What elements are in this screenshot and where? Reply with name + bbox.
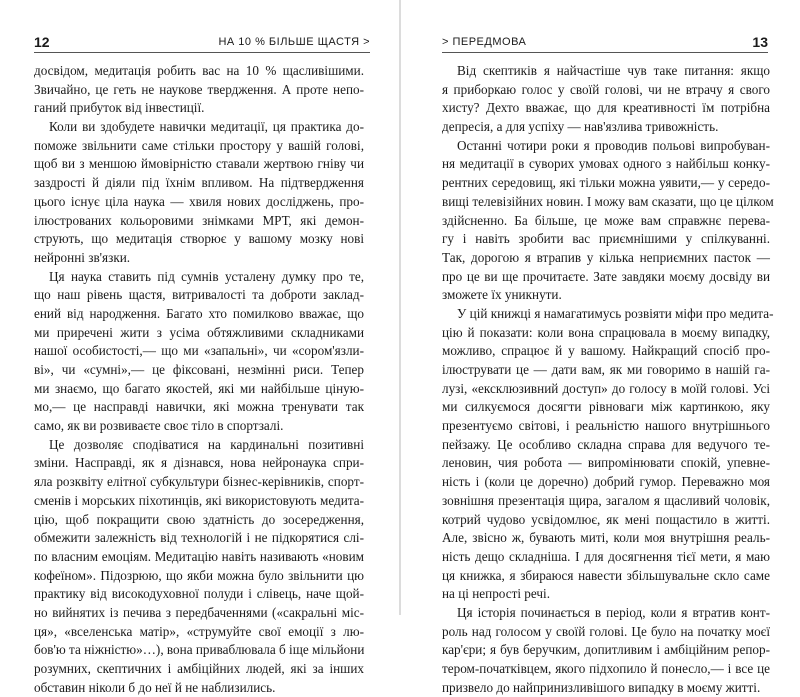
text-line: я приборкаю голос у своїй голові, чи не втрачу я свого (442, 81, 770, 97)
text-line: Ця історія починається в період, коли я втратив конт- (457, 604, 770, 620)
text-line: презентуємо світові, і реальністю нашого внутрішнього (442, 418, 770, 434)
text-line: ня медитації в суворих умовах одного з найбільш конку- (442, 156, 770, 172)
text-line: досвідом, медитація робить вас на 10 % щасливішими. (34, 63, 364, 78)
text-line: ність і (коли це доречно) добрий гумор. Переважно моя (442, 474, 770, 490)
text-line: ми силкуємося досягти рівноваги між картинкою, яку (442, 399, 770, 415)
left-page-body (34, 62, 364, 697)
right-page-header (442, 34, 768, 54)
left-page (0, 0, 400, 695)
text-line: мо,— це насправді навички, які можна тренувати так (34, 399, 364, 415)
right-page (400, 0, 800, 695)
text-line: гу і навіть зробити вас приємнішими у спілкуванні. (442, 231, 770, 247)
text-line: Ця наука ставить під сумнів усталену думку про те, (49, 268, 364, 284)
text-line: кар'єри; я був беручким, допитливим і амбіційним репор- (442, 642, 770, 658)
text-line: лузі, «ексклюзивний доступ» до голосу в моїй голові. Усі (442, 380, 770, 396)
text-line: ілюструвати це — дати вам, як ми говоримо в нашій га- (442, 362, 770, 377)
text-line: бов'ю та ніжністю»…), вона приваблювала б іще мільйони (34, 642, 365, 658)
text-line: цього існує ціла наука — хвиля нових досліджень, про- (34, 193, 364, 209)
running-title: > ПЕРЕДМОВА (442, 36, 527, 48)
text-line: но вийнятих із печива з передбаченнями («сакральні міс- (34, 604, 364, 620)
text-line: розумних, скептичних і амбіційних людей, які за інших (34, 661, 364, 676)
text-line: цію, щоб покращити свою здатність до зосередження, (34, 511, 364, 527)
text-line: леновин, чия робота — випромінювати спокій, упевне- (442, 455, 770, 471)
text-line: обставин ніколи б до неї й не наблизились. (34, 679, 276, 695)
text-line: хисту? Дехто вважає, що для креативності їм потрібна (442, 100, 770, 116)
text-line: ілюстрованих кольоровими знімками МРТ, які демон- (34, 212, 364, 228)
text-line: ця», «вселенська матір», «струмуйте свої емоції з лю- (34, 623, 364, 639)
text-line: ми знаємо, що багато якостей, які ми найбільше ціную- (34, 380, 364, 396)
text-line: Звичайно, це геть не наукове твердження. А проте непо- (34, 81, 364, 97)
text-line: поможе звільнити саме стільки простору у вашій голові, (34, 137, 364, 153)
text-line: Останні чотири роки я проводив польові випробуван- (457, 137, 770, 153)
text-line: Коли ви здобудете навички медитації, ця практика до- (49, 119, 364, 135)
left-page-header (34, 34, 370, 54)
text-line: зможете їх уникнути. (442, 287, 562, 303)
text-line: можливо, спрацює й у вашому. Найкращий спосіб про- (442, 343, 770, 359)
text-line: зовнішня презентація щира, загалом я щасливий чоловік, (442, 492, 770, 508)
text-line: депресія, а для успіху — нав'язлива тривожність. (442, 119, 719, 135)
text-line: рентних середовищ, які тільки можна уявити,— у середо- (442, 175, 770, 191)
running-title: НА 10 % БІЛЬШЕ ЩАСТЯ > (218, 36, 370, 48)
text-line: Від скептиків я найчастіше чув таке питання: якщо (457, 63, 770, 78)
text-line: котрий чудово усвідомлює, як мені пощастило в житті. (442, 511, 770, 527)
text-line: ганий прибуток від інвестиції. (34, 100, 205, 116)
text-line: само, як ви розвиваєте своє тіло в спортзалі. (34, 418, 284, 434)
text-line: нашої особистості,— що ми «запальні», чи «сором'язли- (34, 343, 364, 359)
text-line: зміни. Насправді, як я дізнався, нова нейронаука спри- (34, 455, 364, 471)
text-line: Так, дорогою я втрапив у кілька неприємних пасток — (442, 249, 770, 265)
text-line: вищі телевізійних новин. І можу вам сказати, що це цілком (442, 193, 774, 209)
text-line: струють, що медитація створює у вашому мозку нові (34, 231, 364, 247)
text-line: кофеїном». Підозрюю, що якби можна було звільнити цю (34, 567, 364, 583)
header-rule (34, 52, 370, 53)
text-line: сменів і морських піхотинців, які використовують медита- (34, 492, 364, 508)
text-line: Це дозволяє сподіватися на кардинальні позитивні (49, 436, 364, 452)
text-line: здійсненно. Ба більше, це може вам справжнє перева- (442, 212, 770, 228)
page-number: 13 (752, 34, 768, 50)
page-number: 12 (34, 34, 50, 50)
text-line: ві», чи «сумні»,— це фіксовані, незмінні риси. Тепер (34, 362, 364, 377)
header-rule (442, 52, 768, 53)
right-page-body (442, 62, 774, 697)
text-line: цію й показати: коли вона спрацювала в моєму випадку, (442, 324, 770, 340)
text-line: обмежити залежність від технологій і не підкорятися слі- (34, 530, 364, 546)
text-line: У цій книжці я намагатимусь розвіяти міфи про медита- (457, 305, 774, 321)
text-line: практику від високодуховної полуди і слівець, наче щой- (34, 586, 364, 602)
text-line: на ці непрості речі. (442, 586, 550, 602)
text-line: нейронні зв'язки. (34, 249, 131, 265)
text-line: що наш рівень щастя, витривалості та доброти заклад- (34, 287, 364, 303)
text-line: ений від народження. Багато хто помилково вважає, що (34, 305, 364, 321)
text-line: заздрості й діяли під їхнім впливом. На підтвердження (34, 175, 364, 191)
text-line: ми приречені жити з усіма обтяжливими складниками (34, 324, 364, 340)
text-line: щоб ви з меншою ймовірністю ставали жертвою гніву чи (34, 156, 364, 172)
text-line: ця книжка, я збираюся навести збільшувальне скло саме (442, 567, 770, 583)
text-line: по власним емоціям. Медитацію навіть називають «новим (34, 548, 364, 564)
text-line: призвело до найпринизливішого випадку в моєму житті. (442, 679, 761, 695)
text-line: ність дещо складніша. І для досягнення тієї мети, я маю (442, 548, 770, 564)
text-line: Але, звісно ж, бувають миті, коли моя внутрішня реаль- (442, 530, 770, 546)
text-line: тером-початківцем, якого підхопило й понесло,— і все це (442, 661, 770, 676)
text-line: роль над голосом у своїй голові. Це було на початку моєї (442, 623, 770, 639)
text-line: про це ви ще прочитаєте. Зате завдяки моєму досвіду ви (442, 268, 770, 284)
text-line: яла розквіту елітної субкультури бізнес-керівників, спорт- (34, 474, 364, 490)
text-line: пейзажу. Це особливо складна справа для ведучого те- (442, 436, 770, 452)
